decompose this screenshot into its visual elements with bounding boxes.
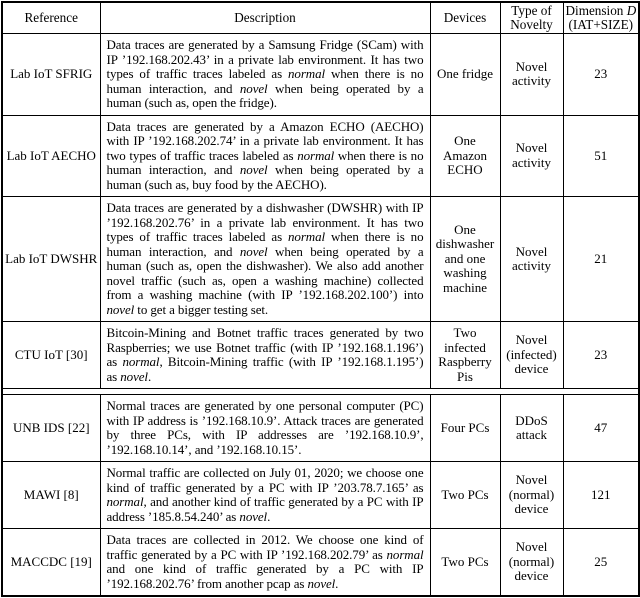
description-cell bbox=[100, 197, 430, 322]
reference-cell: MAWI [8] bbox=[2, 462, 100, 529]
text-segment: Bitcoin-Mining and Botnet traffic traces generated by two Raspberries; we use Botnet traffic (with IP ’192.168.1.196’) as bbox=[106, 325, 424, 369]
italic-term: D bbox=[626, 3, 637, 18]
devices-cell: Two PCs bbox=[430, 529, 500, 597]
header-line bbox=[103, 11, 428, 25]
text-segment: . bbox=[267, 508, 271, 524]
text-segment: when there is no human interaction, and bbox=[106, 147, 424, 177]
table-row bbox=[2, 115, 639, 197]
novelty-cell: Novel activity bbox=[500, 197, 563, 322]
table-row bbox=[2, 197, 639, 322]
table-row bbox=[2, 34, 639, 116]
dimension-cell: 21 bbox=[563, 197, 639, 322]
table-row bbox=[2, 529, 639, 597]
text-segment: Normal traffic are collected on July 01, 2020; we choose one kind of traffic generated by a PC with IP ’203.78.7.165’ as bbox=[106, 465, 424, 495]
description-cell bbox=[100, 529, 430, 597]
italic-term: novel bbox=[106, 301, 135, 317]
italic-term: novel bbox=[120, 368, 148, 384]
novelty-cell: Novel activity bbox=[500, 34, 563, 116]
novelty-cell: Novel (infected) device bbox=[500, 322, 563, 389]
text-segment: Dimension bbox=[565, 3, 627, 18]
reference-cell: Lab IoT AECHO bbox=[2, 115, 100, 197]
table-header bbox=[2, 2, 639, 34]
reference-cell: UNB IDS [22] bbox=[2, 395, 100, 462]
italic-term: novel bbox=[239, 80, 268, 96]
description-cell bbox=[100, 34, 430, 116]
italic-term: normal bbox=[122, 354, 160, 369]
italic-term: normal bbox=[386, 546, 424, 562]
reference-cell: CTU IoT [30] bbox=[2, 322, 100, 389]
italic-term: novel bbox=[239, 243, 268, 259]
novelty-cell: DDoS attack bbox=[500, 395, 563, 462]
datasets-table bbox=[1, 1, 640, 597]
text-segment: Data traces are generated by a dishwasher (DWSHR) with IP ’192.168.202.76’ in a private lab environment. It has two types of traffic traces labeled as bbox=[106, 200, 424, 244]
column-header-reference bbox=[2, 2, 100, 34]
reference-cell: MACCDC [19] bbox=[2, 529, 100, 597]
table-row bbox=[2, 462, 639, 529]
description-cell bbox=[100, 322, 430, 389]
column-header-dimension-d bbox=[563, 2, 639, 34]
column-header-type-of bbox=[500, 2, 563, 34]
dimension-cell: 25 bbox=[563, 529, 639, 597]
italic-term: normal bbox=[288, 229, 325, 244]
table-body bbox=[2, 34, 639, 597]
table-row bbox=[2, 395, 639, 462]
novelty-cell: Novel activity bbox=[500, 115, 563, 197]
text-segment: Data traces are generated by a Amazon ECHO (AECHO) with IP ’192.168.202.74’ in a private lab environment. It has two types of traffic traces labeled as bbox=[106, 118, 424, 163]
dimension-cell: 23 bbox=[563, 34, 639, 116]
italic-term: novel bbox=[239, 162, 268, 177]
text-segment: Normal traces are generated by one personal computer (PC) with IP address is ’192.168.10.9’. Attack traces are generated by three PCs, with IP addresses are ’192.168.10.9’, ’192.168.10.14’, and ’192.168.10.15’. bbox=[106, 398, 424, 457]
text-segment: when there is no human interaction, and bbox=[106, 66, 424, 96]
dimension-cell: 23 bbox=[563, 322, 639, 389]
text-segment: Data traces are generated by a Samsung Fridge (SCam) with IP ’192.168.202.43’ in a private lab environment. It has two types of traffic traces labeled as bbox=[106, 37, 424, 81]
novelty-cell: Novel (normal) device bbox=[500, 529, 563, 597]
devices-cell: One dishwasher and one washing machine bbox=[430, 197, 500, 322]
devices-cell: Two PCs bbox=[430, 462, 500, 529]
italic-term: novel bbox=[307, 575, 336, 591]
description-cell bbox=[100, 115, 430, 197]
reference-cell: Lab IoT DWSHR bbox=[2, 197, 100, 322]
column-header-devices bbox=[430, 2, 500, 34]
header-line bbox=[566, 4, 637, 18]
text-segment: Description bbox=[234, 10, 296, 25]
devices-cell: One fridge bbox=[430, 34, 500, 116]
devices-cell: One Amazon ECHO bbox=[430, 115, 500, 197]
description-cell bbox=[100, 462, 430, 529]
text-segment: when being operated by a human (such as, open the fridge). bbox=[106, 80, 424, 110]
header-line bbox=[5, 11, 98, 25]
header-line bbox=[566, 18, 637, 32]
text-segment: when being operated by a human (such as, open the dishwasher). We also add another novel traffic (such as, open a washing machine) collected from a washing machine (with IP ’192.168.202.100’) into bbox=[106, 243, 424, 302]
text-segment: . bbox=[335, 575, 339, 591]
italic-term: novel bbox=[239, 508, 268, 524]
column-header-description bbox=[100, 2, 430, 34]
italic-term: normal bbox=[288, 66, 325, 81]
dimension-cell: 121 bbox=[563, 462, 639, 529]
header-line bbox=[503, 4, 561, 18]
text-segment: Devices bbox=[443, 10, 487, 25]
text-segment: when being operated by a human (such as, buy food by the AECHO). bbox=[106, 162, 424, 192]
text-segment: and one kind of traffic generated by a PC with IP ’192.168.202.76’ from another pcap as bbox=[106, 561, 424, 591]
dimension-cell: 47 bbox=[563, 395, 639, 462]
table-header-row bbox=[2, 2, 639, 34]
description-cell bbox=[100, 395, 430, 462]
text-segment: Novelty bbox=[510, 17, 553, 32]
italic-term: normal bbox=[106, 494, 144, 509]
devices-cell: Two infected Raspberry Pis bbox=[430, 322, 500, 389]
text-segment: to get a bigger testing set. bbox=[134, 301, 269, 317]
text-segment: when there is no human interaction, and bbox=[106, 229, 424, 259]
devices-cell: Four PCs bbox=[430, 395, 500, 462]
text-segment: Reference bbox=[24, 10, 78, 25]
novelty-cell: Novel (normal) device bbox=[500, 462, 563, 529]
dimension-cell: 51 bbox=[563, 115, 639, 197]
header-line bbox=[433, 11, 498, 25]
text-segment: Data traces are collected in 2012. We choose one kind of traffic generated by a PC with IP ’192.168.202.79’ as bbox=[106, 532, 424, 562]
italic-term: normal bbox=[297, 147, 335, 163]
text-segment: , Bitcoin-Mining traffic (with IP ’192.168.1.195’) as bbox=[106, 354, 424, 384]
table-row bbox=[2, 322, 639, 389]
text-segment: Type of bbox=[511, 3, 552, 18]
text-segment: (IAT+SIZE) bbox=[568, 17, 634, 32]
header-line bbox=[503, 18, 561, 32]
text-segment: , and another kind of traffic generated by a PC with IP address ’185.8.54.240’ as bbox=[106, 494, 424, 524]
text-segment: . bbox=[147, 368, 152, 384]
reference-cell: Lab IoT SFRIG bbox=[2, 34, 100, 116]
